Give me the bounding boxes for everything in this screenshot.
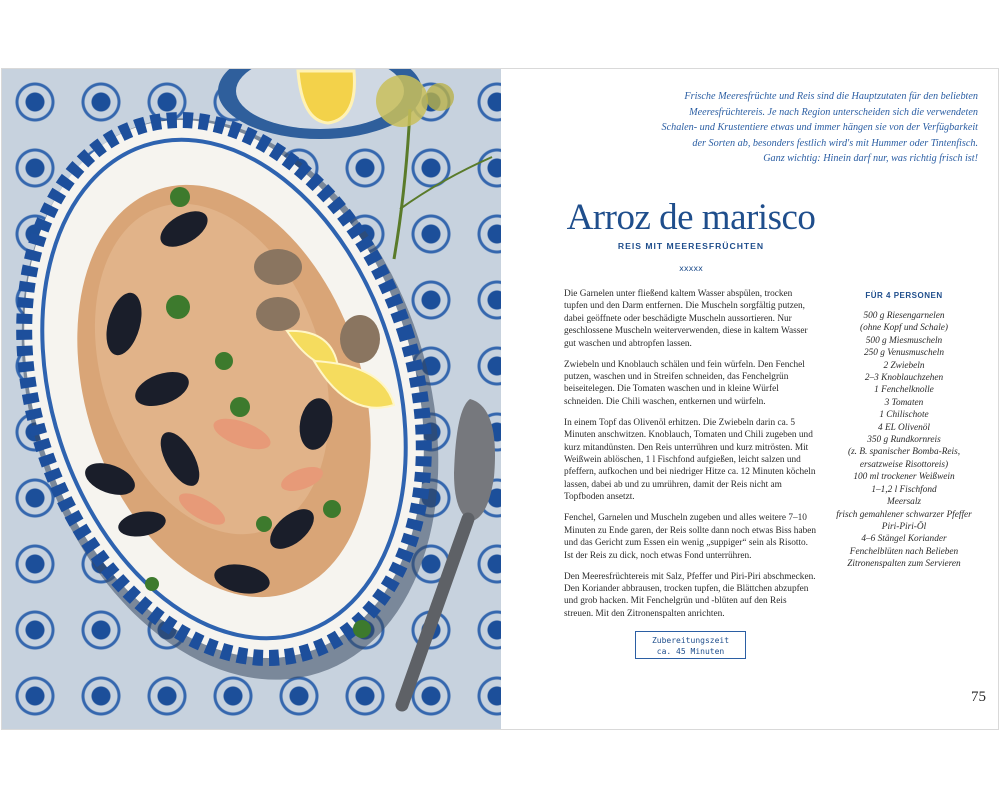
ingredient-item: Piri-Piri-Öl	[881, 521, 927, 532]
page-number: 75	[971, 689, 986, 705]
ingredient-item: 4 EL Olivenöl	[878, 422, 930, 433]
ingredient-item: 100 ml trockener Weißwein	[853, 472, 955, 483]
prep-time-box	[635, 631, 746, 659]
servings-heading: FÜR 4 PERSONEN	[865, 291, 943, 300]
ingredient-item: 4–6 Stängel Koriander	[861, 534, 947, 545]
ingredient-list	[820, 310, 988, 571]
intro-line: Meeresfrüchtereis. Je nach Region unterscheiden sich die verwendeten	[689, 106, 978, 118]
ingredient-item: Fenchelblüten nach Belieben	[849, 546, 959, 557]
preparation-steps	[564, 288, 818, 629]
step-paragraph: Die Garnelen unter fließend kaltem Wasser abspülen, trocken tupfen und den Darm entfernen. Die Muscheln sorgfältig putzen, dabei geöffnete oder beschädigte Muscheln aussortieren. Nur geschlossene Muscheln weiterverwenden, diese in kaltem Wasser gut waschen und abtropfen lassen.	[564, 289, 808, 349]
ingredient-item: 1 Chilischote	[879, 410, 929, 421]
ingredient-item: 500 g Miesmuscheln	[865, 335, 943, 346]
ingredient-item: 500 g Riesengarnelen	[863, 311, 945, 321]
prep-time-label: Zubereitungszeit	[651, 636, 730, 645]
ingredient-item: 3 Tomaten	[884, 397, 924, 408]
ingredient-item: 2–3 Knoblauchzehen	[864, 373, 944, 384]
step-paragraph: In einem Topf das Olivenöl erhitzen. Die Zwiebeln darin ca. 5 Minuten anschwitzen. Knoblauch, Tomaten und Chili zugeben und kurz mitandünsten. Den Reis unterrühren und kurz mitrösten. Mit Weißwein ablöschen, 1 l Fischfond aufgießen, leicht salzen und pfeffern, aufkochen und bei niedriger Hitze ca. 12 Minuten köcheln lassen, dabei ab und zu umrühren, damit der Reis nicht am Topfboden ansetzt.	[564, 417, 816, 503]
intro-line: Schalen- und Krustentiere etwas und immer hängen sie von der Verfügbarkeit	[661, 122, 978, 134]
ingredient-item: (ohne Kopf und Schale)	[859, 323, 949, 334]
ingredient-item: ersatzweise Risottoreis)	[859, 459, 949, 470]
ingredient-item: 1 Fenchelknolle	[874, 385, 934, 396]
recipe-title: Arroz de marisco	[566, 197, 816, 238]
ingredient-item: (z. B. spanischer Bomba-Reis,	[847, 447, 961, 458]
intro-line: Frische Meeresfrüchte und Reis sind die Hauptzutaten für den beliebten	[684, 91, 978, 102]
intro-text	[642, 89, 978, 167]
paella-photo	[2, 69, 501, 729]
ingredient-item: frisch gemahlener schwarzer Pfeffer	[836, 509, 972, 520]
intro-line: Ganz wichtig: Hinein darf nur, was richtig frisch ist!	[763, 153, 978, 165]
ornament-divider: xxxxx	[679, 264, 703, 273]
ingredient-item: 2 Zwiebeln	[883, 360, 925, 371]
step-paragraph: Fenchel, Garnelen und Muscheln zugeben und alles weitere 7–10 Minuten zu Ende garen, der Reis sollte dann noch etwas Biss haben und das Gericht zum Essen ein wenig „suppiger“ sein als Risotto. Ist der Reis zu dick, noch etwas Fond unterrühren.	[564, 513, 816, 561]
ingredient-item: Zitronenspalten zum Servieren	[847, 559, 961, 570]
recipe-subtitle: REIS MIT MEERESFRÜCHTEN	[617, 241, 765, 251]
photo-illustration	[2, 69, 501, 729]
ingredient-item: 1–1,2 l Fischfond	[871, 484, 937, 495]
step-paragraph: Zwiebeln und Knoblauch schälen und fein würfeln. Den Fenchel putzen, waschen und in Streifen schneiden, das Fenchelgrün beiseitelegen. Die Tomaten waschen und in kleine Würfel schneiden. Die Chili waschen, entkernen und würfeln.	[564, 359, 805, 407]
book-spread	[1, 68, 999, 730]
intro-line: der Sorten ab, besonders festlich wird's mit Hummer oder Tintenfisch.	[692, 137, 978, 149]
step-paragraph: Den Meeresfrüchtereis mit Salz, Pfeffer und Piri-Piri abschmecken. Den Koriander abbrausen, trocken tupfen, die Blättchen abzupfen und grob hacken. Mit Fenchelgrün und -blüten auf den Reis streuen. Mit den Zitronenspalten anrichten.	[564, 571, 816, 619]
ingredient-item: 250 g Venusmuscheln	[863, 348, 945, 359]
ingredient-item: Meersalz	[886, 497, 922, 508]
ingredient-item: 350 g Rundkornreis	[867, 435, 941, 446]
prep-time-value: ca. 45 Minuten	[656, 647, 725, 656]
spoon	[454, 399, 495, 521]
